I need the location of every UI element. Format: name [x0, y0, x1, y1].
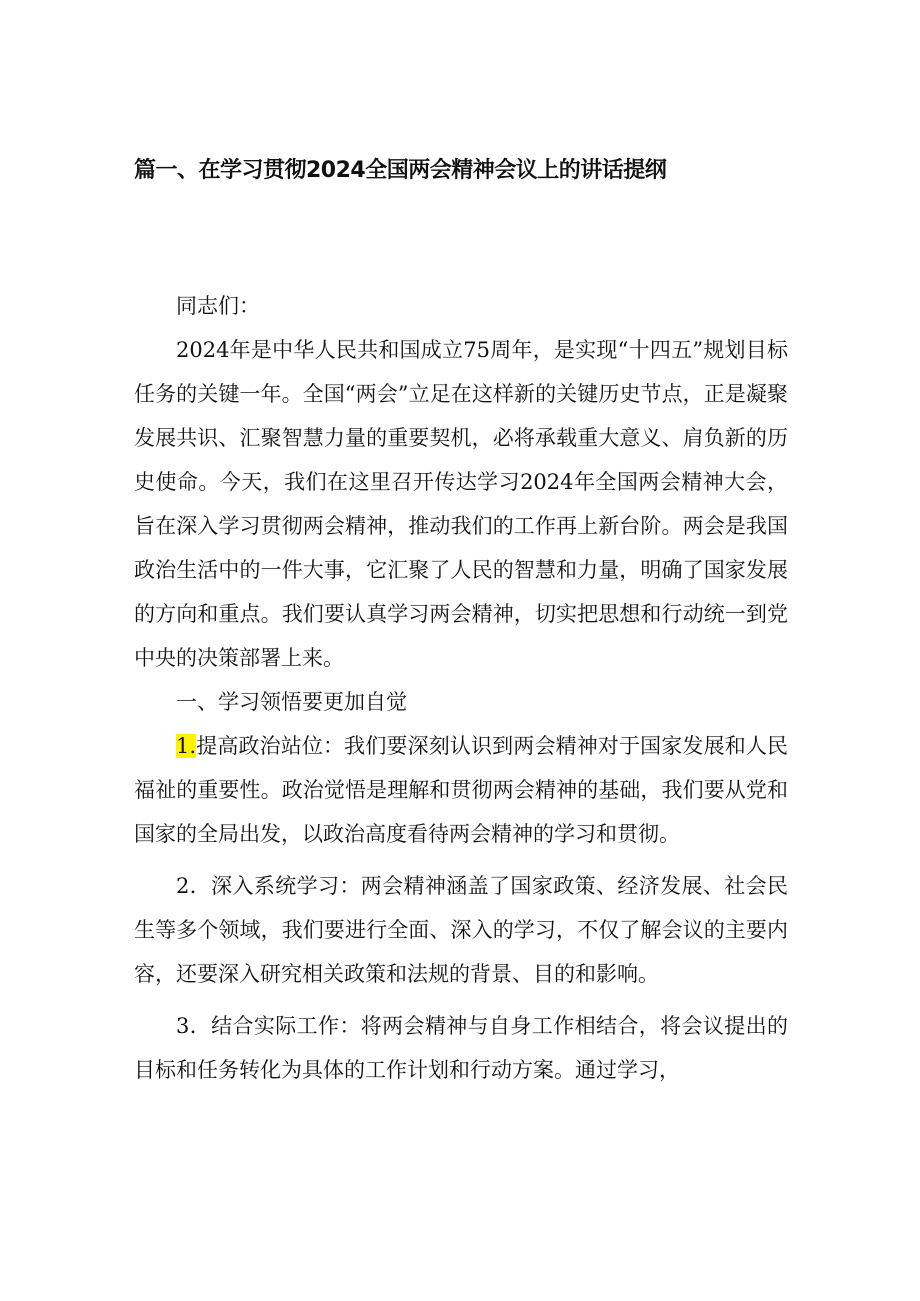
- list-item-text: 提高政治站位：我们要深刻认识到两会精神对于国家发展和人民福祉的重要性。政治觉悟是理解和贯彻两会精神的基础，我们要从党和国家的全局出发，以政治高度看待两会精神的学习和贯彻。: [134, 734, 788, 846]
- list-item-number: 2．: [176, 874, 212, 898]
- greeting: 同志们：: [176, 294, 260, 318]
- list-item-text: 结合实际工作：将两会精神与自身工作相结合，将会议提出的目标和任务转化为具体的工作计划和行动方案。通过学习，: [134, 1014, 788, 1082]
- list-item-number: 3．: [176, 1014, 212, 1038]
- section-heading-1: 一、学习领悟要更加自觉: [176, 690, 407, 714]
- list-item-3: [134, 1004, 788, 1092]
- document-body: [134, 284, 788, 1092]
- intro-paragraph: 2024年是中华人民共和国成立75周年，是实现“十四五”规划目标任务的关键一年。全国“两会”立足在这样新的关键历史节点，正是凝聚发展共识、汇聚智慧力量的重要契机，必将承载重大意义、肩负新的历史使命。今天，我们在这里召开传达学习2024年全国两会精神大会，旨在深入学习贯彻两会精神，推动我们的工作再上新台阶。两会是我国政治生活中的一件大事，它汇聚了人民的智慧和力量，明确了国家发展的方向和重点。我们要认真学习两会精神，切实把思想和行动统一到党中央的决策部署上来。: [134, 338, 788, 670]
- list-item-text: 深入系统学习：两会精神涵盖了国家政策、经济发展、社会民生等多个领域，我们要进行全面、深入的学习，不仅了解会议的主要内容，还要深入研究相关政策和法规的背景、目的和影响。: [134, 874, 788, 986]
- highlighted-item-number: 1.: [176, 734, 197, 758]
- list-item-1: [134, 724, 788, 856]
- document-title: 篇一、在学习贯彻2024全国两会精神会议上的讲话提纲: [134, 158, 667, 183]
- list-item-2: [134, 864, 788, 996]
